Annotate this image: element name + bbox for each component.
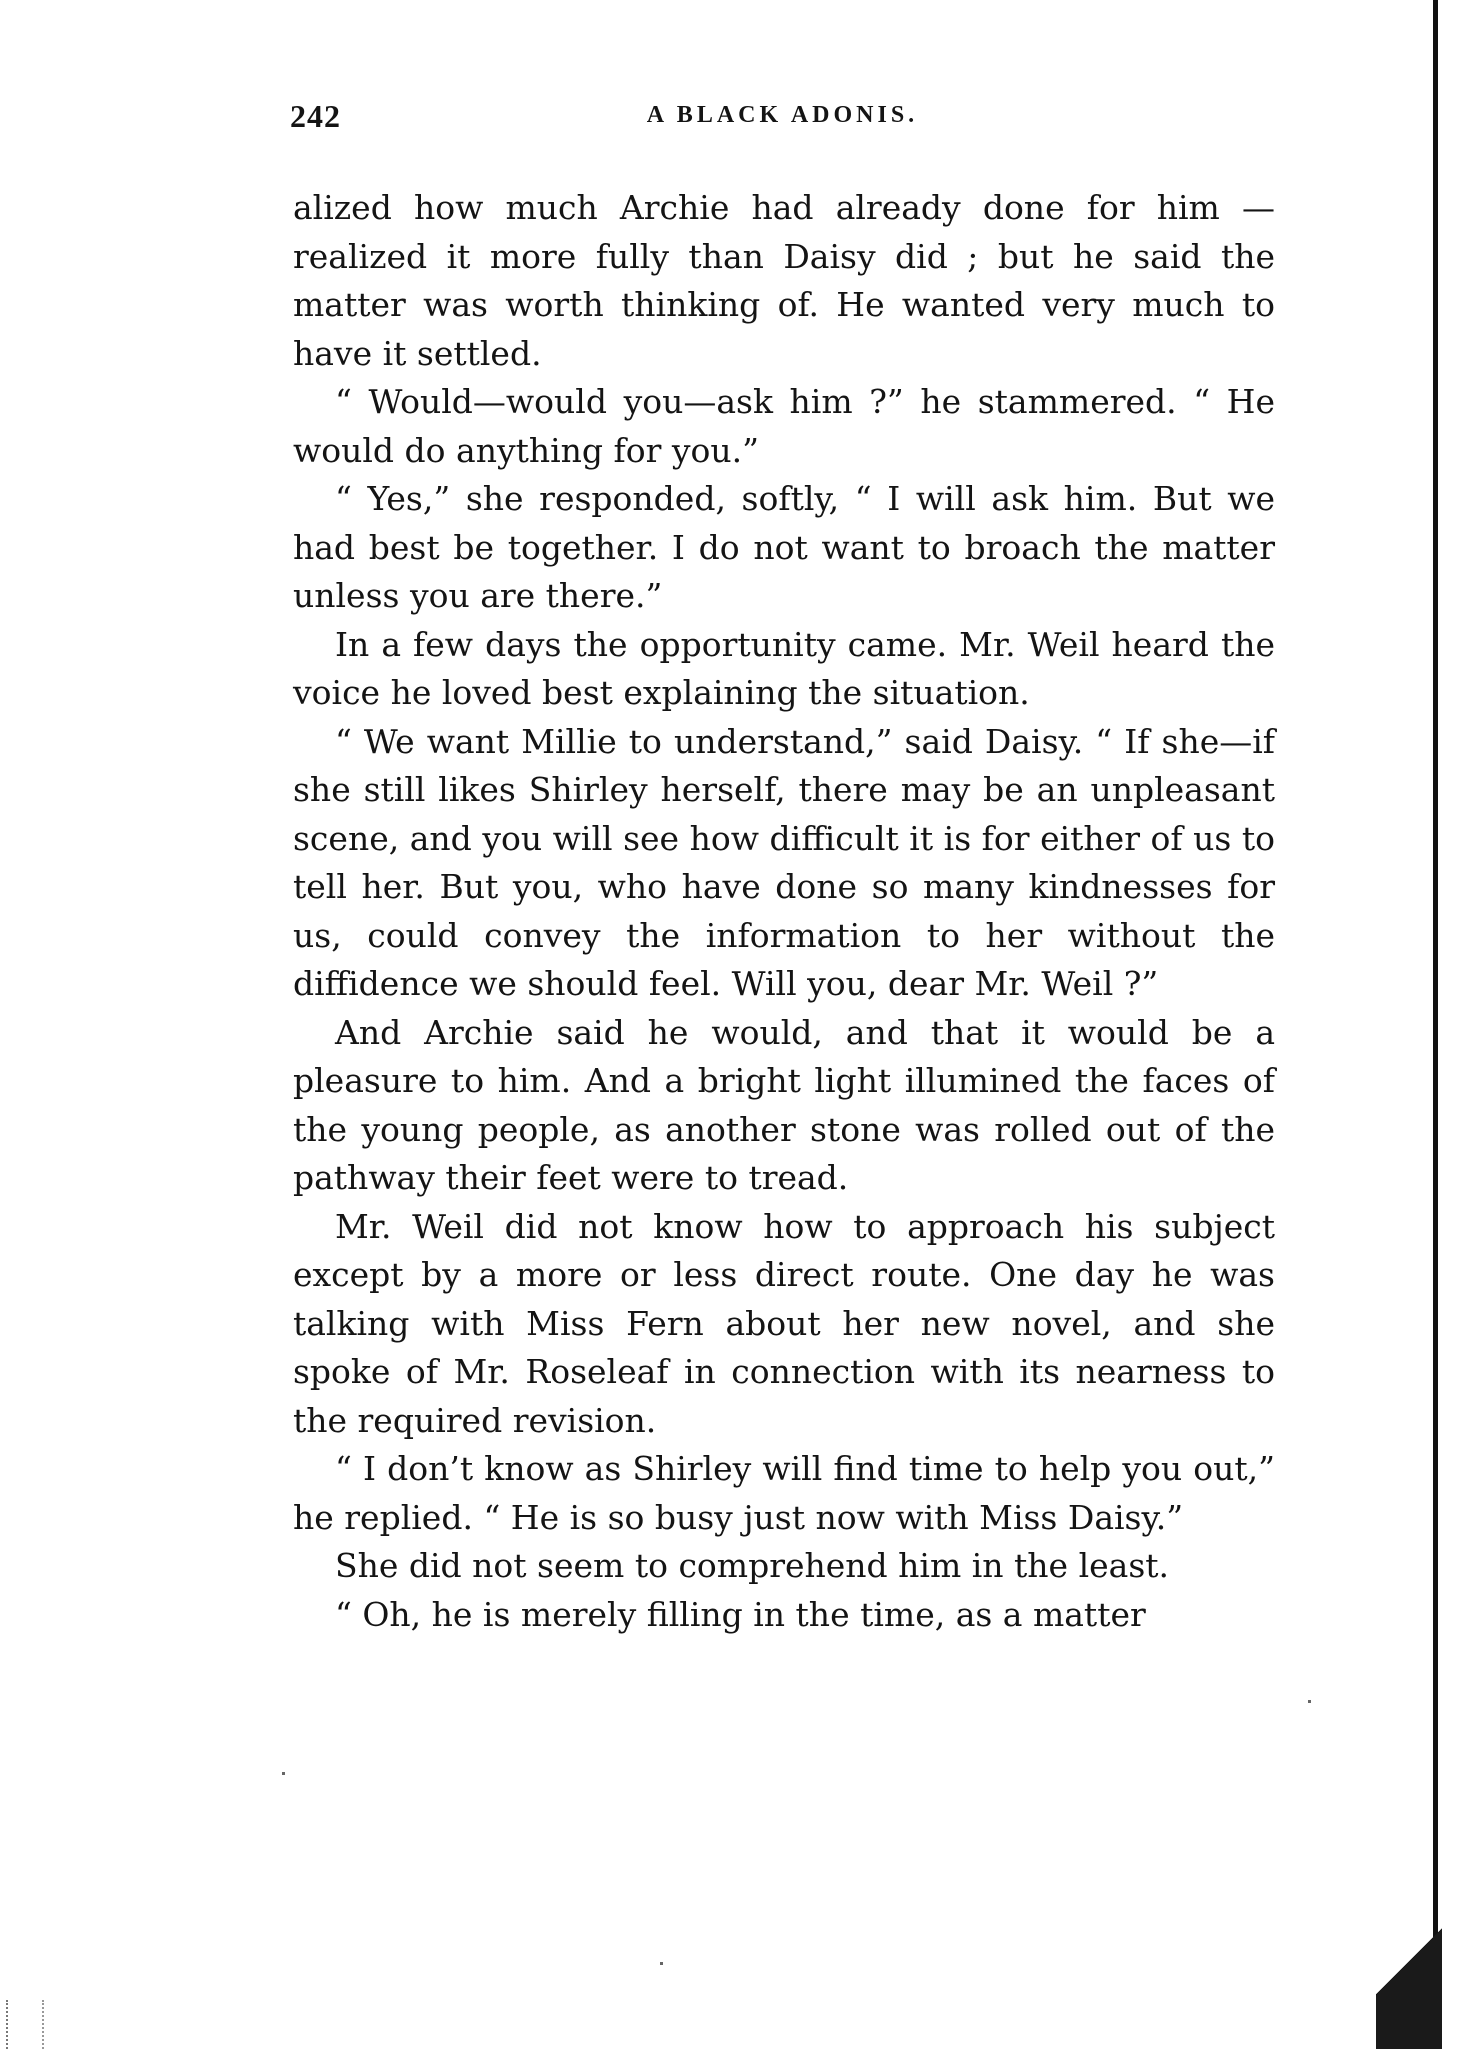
scan-edge-marks xyxy=(6,2000,44,2049)
paragraph: “ Yes,” she responded, softly, “ I will ask him. But we had best be together. I do not want to broach the matter unless you are there.” xyxy=(293,479,1275,615)
page-header xyxy=(290,98,1275,138)
page-edge-blot xyxy=(1376,1920,1442,2049)
paragraph: alized how much Archie had already done for him —realized it more fully than Daisy did ; but he said the matter was worth thinking of. He wanted very much to have it settled. xyxy=(293,188,1275,373)
paragraph: In a few days the opportunity came. Mr. Weil heard the voice he loved best explaining the situation. xyxy=(293,624,1275,712)
scan-speck xyxy=(1308,1700,1311,1703)
paragraph: She did not seem to comprehend him in the least. xyxy=(335,1546,1170,1585)
paragraph: And Archie said he would, and that it would be a pleasure to him. And a bright light illumined the faces of the young people, as another stone was rolled out of the pathway their feet were to tread. xyxy=(293,1012,1275,1197)
page-edge-rule xyxy=(1433,0,1438,2049)
body-text xyxy=(293,184,1275,1639)
paragraph: “ I don’t know as Shirley will find time to help you out,” he replied. “ He is so busy just now with Miss Daisy.” xyxy=(293,1449,1275,1537)
paragraph: “ Would—would you—ask him ?” he stammered. “ He would do anything for you.” xyxy=(293,382,1275,470)
page-number: 242 xyxy=(290,98,341,134)
scan-speck xyxy=(660,1962,663,1965)
running-title: A BLACK ADONIS. xyxy=(646,102,919,128)
scan-speck xyxy=(282,1772,285,1775)
paragraph: Mr. Weil did not know how to approach his subject except by a more or less direct route. One day he was talking with Miss Fern about her new novel, and she spoke of Mr. Roseleaf in connection with its nearness to the required revision. xyxy=(293,1206,1275,1440)
paragraph: “ We want Millie to understand,” said Daisy. “ If she—if she still likes Shirley herself, there may be an unpleasant scene, and you will see how difficult it is for either of us to tell her. But you, who have done so many kindnesses for us, could convey the information to her without the diffidence we should feel. Will you, dear Mr. Weil ?” xyxy=(293,721,1275,1003)
paragraph: “ Oh, he is merely filling in the time, as a matter xyxy=(335,1594,1146,1634)
